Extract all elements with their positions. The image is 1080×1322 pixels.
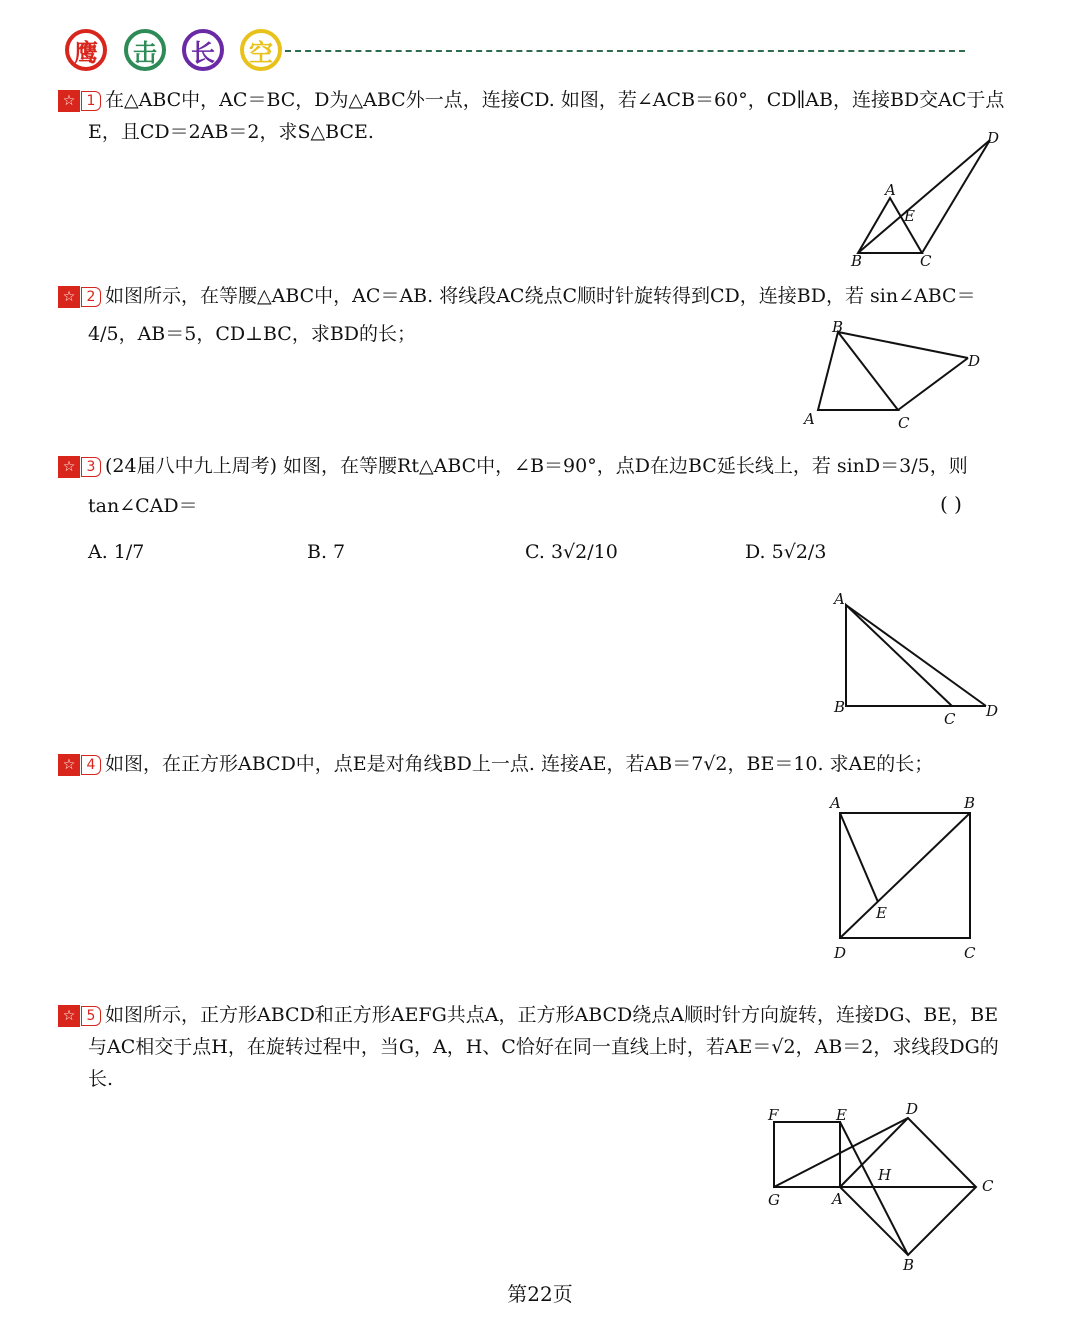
label-a: A (832, 1190, 843, 1208)
label-h: H (878, 1166, 892, 1184)
star-icon: ☆ (58, 754, 80, 776)
question-1-line-2: E，且CD＝2AB＝2，求S△BCE. (88, 121, 374, 143)
label-a: A (885, 181, 896, 199)
question-2-line-2: 4/5，AB＝5，CD⊥BC，求BD的长； (88, 323, 417, 345)
label-d: D (834, 944, 847, 962)
option-a: A. 1/7 (88, 541, 145, 563)
question-1-line-1: 在△ABC中，AC＝BC，D为△ABC外一点，连接CD. 如图，若∠ACB＝60°，CD∥AB，连接BD交AC于点 (105, 89, 1005, 111)
question-3-line-2: tan∠CAD＝ (88, 495, 198, 517)
option-b: B. 7 (307, 541, 346, 563)
label-a: A (834, 590, 845, 608)
star-icon: ☆ (58, 286, 80, 308)
star-icon: ☆ (58, 90, 80, 112)
label-b: B (832, 318, 844, 336)
question-5-line-1: 如图所示，正方形ABCD和正方形AEFG共点A，正方形ABCD绕点A顺时针方向旋转，连接DG、BE，BE (105, 1004, 999, 1026)
logo-char-4: 空 (240, 29, 282, 71)
segment-be (840, 1122, 908, 1255)
label-c: C (964, 944, 976, 962)
label-d: D (906, 1100, 919, 1118)
option-c: C. 3√2/10 (525, 541, 618, 563)
logo-char-1: 鹰 (65, 29, 107, 71)
label-d: D (987, 129, 1000, 147)
option-d: D. 5√2/3 (745, 541, 827, 563)
label-b: B (964, 794, 976, 812)
logo-char-2: 击 (124, 29, 166, 71)
question-number: 2 (81, 287, 101, 307)
question-number: 5 (81, 1006, 101, 1026)
question-number: 1 (81, 91, 101, 111)
label-c: C (944, 710, 956, 728)
label-d: D (986, 702, 999, 720)
question-number: 4 (81, 755, 101, 775)
label-c: C (898, 414, 910, 432)
label-e: E (836, 1106, 847, 1124)
star-icon: ☆ (58, 1005, 80, 1027)
label-c: C (920, 252, 932, 270)
page-number: 第22页 (507, 1282, 573, 1306)
label-b: B (851, 252, 863, 270)
label-f: F (768, 1106, 779, 1124)
logo-char-3: 长 (182, 29, 224, 71)
label-a: A (830, 794, 841, 812)
label-b: B (834, 698, 846, 716)
question-number: 3 (81, 457, 101, 477)
answer-parentheses: ( ) (940, 492, 962, 516)
question-2-line-1: 如图所示，在等腰△ABC中，AC＝AB. 将线段AC绕点C顺时针旋转得到CD，连接BD，若 sin∠ABC＝ (105, 285, 976, 307)
question-4-line-1: 如图，在正方形ABCD中，点E是对角线BD上一点. 连接AE，若AB＝7√2，BE＝10. 求AE的长； (105, 753, 934, 775)
label-c: C (982, 1177, 994, 1195)
question-3-line-1: (24届八中九上周考) 如图，在等腰Rt△ABC中，∠B＝90°，点D在边BC延长线上，若 sinD＝3/5，则 (105, 455, 968, 477)
star-icon: ☆ (58, 456, 80, 478)
label-g: G (768, 1191, 780, 1209)
label-e: E (904, 207, 915, 225)
label-d: D (968, 352, 981, 370)
square-aefg (774, 1122, 840, 1187)
question-5-line-3: 长. (88, 1068, 114, 1090)
label-b: B (903, 1256, 915, 1274)
question-5-line-2: 与AC相交于点H，在旋转过程中，当G，A，H、C恰好在同一直线上时，若AE＝√2，AB＝2，求线段DG的 (88, 1036, 999, 1058)
label-a: A (804, 410, 815, 428)
label-e: E (876, 904, 887, 922)
